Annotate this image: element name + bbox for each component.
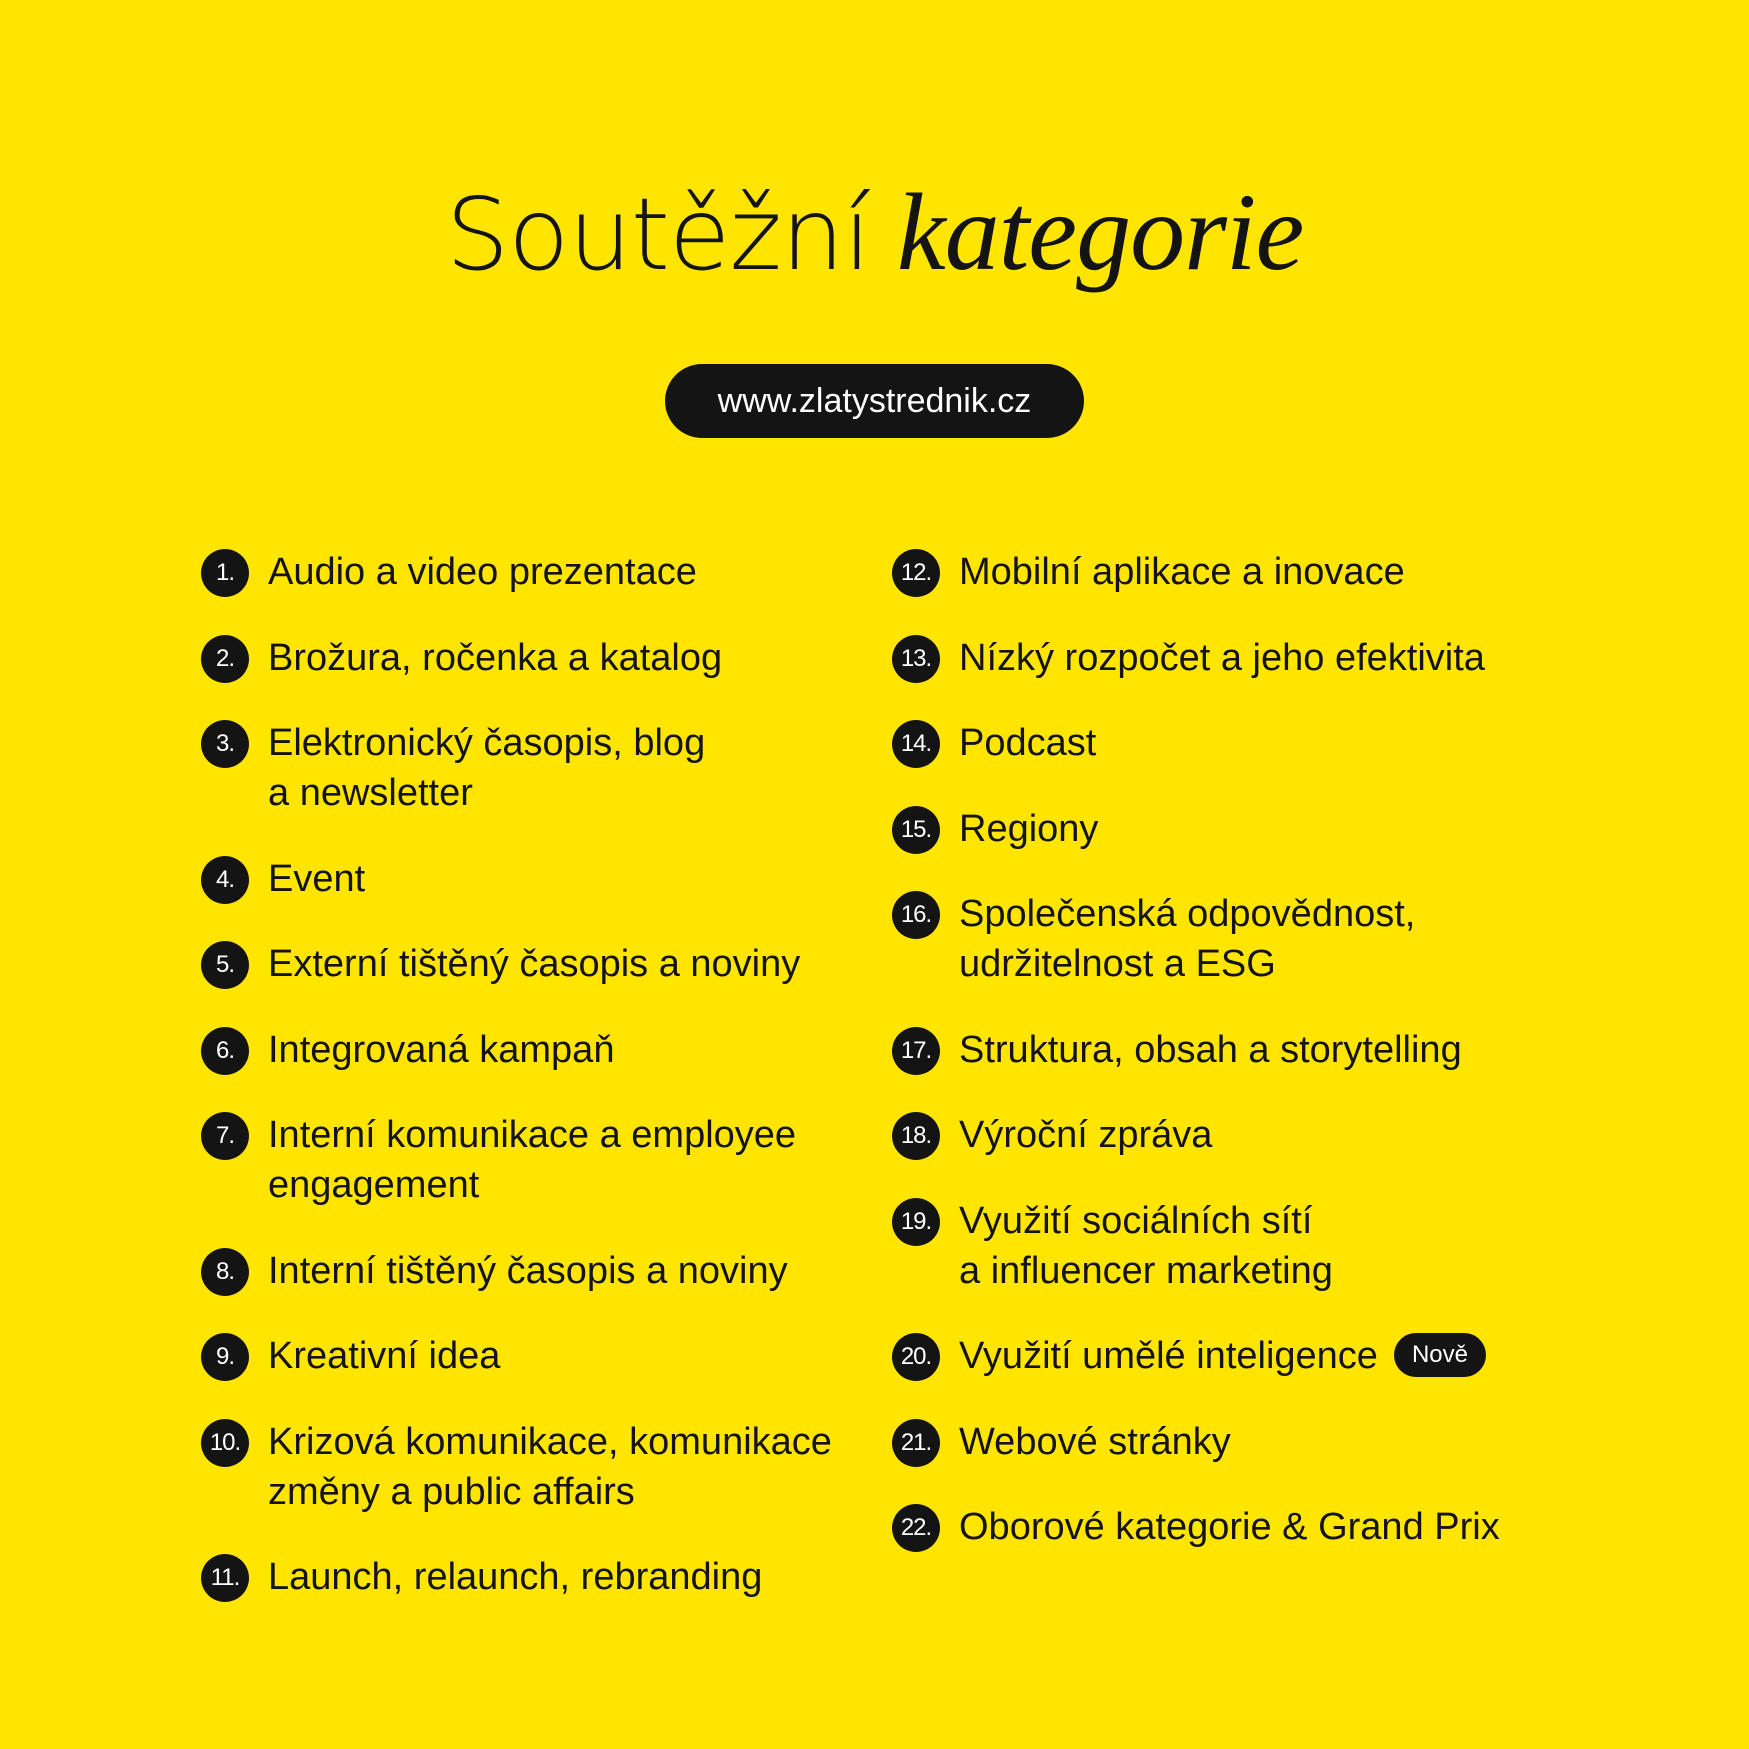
category-label (268, 854, 365, 904)
category-number-badge: 5. (201, 941, 249, 989)
title-regular: Soutěžní (445, 176, 871, 293)
category-label-line: Společenská odpovědnost, (959, 893, 1416, 935)
category-number-badge: 9. (201, 1333, 249, 1381)
category-label-line: Využití sociálních sítí (959, 1199, 1313, 1242)
category-label-line: Regiony (959, 807, 1099, 850)
category-label-line: Nízký rozpočet a jeho efektivita (959, 636, 1485, 679)
category-label-line: Launch, relaunch, rebranding (268, 1556, 763, 1598)
category-label (268, 1110, 796, 1210)
category-label-line: Výroční zpráva (959, 1114, 1213, 1156)
category-number-badge: 19. (892, 1198, 940, 1246)
category-label (959, 1502, 1500, 1552)
category-number-badge: 13. (892, 635, 940, 683)
category-number-badge: 18. (892, 1112, 940, 1160)
category-label (268, 633, 722, 683)
new-badge: Nově (1394, 1333, 1486, 1377)
category-label (268, 718, 705, 818)
category-label-line: a newsletter (268, 772, 473, 814)
category-label (268, 547, 697, 597)
category-label (268, 1246, 788, 1296)
category-number-badge: 10. (201, 1419, 249, 1467)
category-label-line: Brožura, ročenka a katalog (268, 636, 723, 679)
category-number-badge: 7. (201, 1112, 249, 1160)
title-italic: kategorie (896, 171, 1304, 293)
category-label (959, 1417, 1231, 1467)
category-label (268, 1417, 832, 1517)
category-number-badge: 21. (892, 1419, 940, 1467)
category-number-badge: 12. (892, 549, 940, 597)
category-number-badge: 6. (201, 1027, 249, 1075)
page-title (0, 172, 1749, 295)
category-number-badge: 20. (892, 1333, 940, 1381)
category-number-badge: 3. (201, 720, 249, 768)
category-number-badge: 2. (201, 635, 249, 683)
category-number-badge: 22. (892, 1504, 940, 1552)
category-label-line: Kreativní idea (268, 1335, 501, 1377)
category-label-line: Oborové kategorie & Grand Prix (959, 1506, 1500, 1548)
category-label (959, 889, 1415, 989)
category-label-line: Struktura, obsah a storytelling (959, 1028, 1462, 1071)
category-label-line: Krizová komunikace, komunikace (268, 1420, 832, 1463)
category-label (959, 1025, 1462, 1075)
category-label-line: Webové stránky (959, 1420, 1231, 1463)
category-label-line: Využití umělé inteligence Nově (959, 1331, 1486, 1381)
category-label-line: Mobilní aplikace a inovace (959, 551, 1405, 593)
category-label-line: Event (268, 857, 366, 900)
category-label-line: Audio a video prezentace (268, 551, 697, 593)
category-label (959, 718, 1096, 768)
category-number-badge: 17. (892, 1027, 940, 1075)
category-label (959, 1110, 1212, 1160)
category-label-line: Interní tištěný časopis a noviny (268, 1249, 788, 1292)
category-label-line: a influencer marketing (959, 1249, 1333, 1292)
category-label (959, 1331, 1486, 1381)
category-label (959, 804, 1098, 854)
category-label (268, 1331, 500, 1381)
category-number-badge: 16. (892, 891, 940, 939)
category-label-line: udržitelnost a ESG (959, 943, 1276, 985)
category-label-line: Podcast (959, 722, 1097, 764)
category-label (268, 939, 800, 989)
category-number-badge: 4. (201, 856, 249, 904)
category-number-badge: 1. (201, 549, 249, 597)
category-label (959, 1196, 1333, 1296)
category-label (959, 547, 1405, 597)
category-label-line: engagement (268, 1164, 480, 1206)
category-number-badge: 8. (201, 1248, 249, 1296)
category-label (959, 633, 1485, 683)
category-number-badge: 14. (892, 720, 940, 768)
category-label-line: Externí tištěný časopis a noviny (268, 943, 801, 985)
category-number-badge: 15. (892, 806, 940, 854)
category-label-line: Integrovaná kampaň (268, 1028, 615, 1071)
category-label-line: Interní komunikace a employee (268, 1114, 797, 1156)
category-label-line: Elektronický časopis, blog (268, 722, 706, 764)
category-label-line: změny a public affairs (268, 1470, 635, 1513)
website-url-pill[interactable]: www.zlatystrednik.cz (665, 364, 1084, 438)
category-number-badge: 11. (201, 1554, 249, 1602)
category-label (268, 1552, 762, 1602)
category-label (268, 1025, 614, 1075)
